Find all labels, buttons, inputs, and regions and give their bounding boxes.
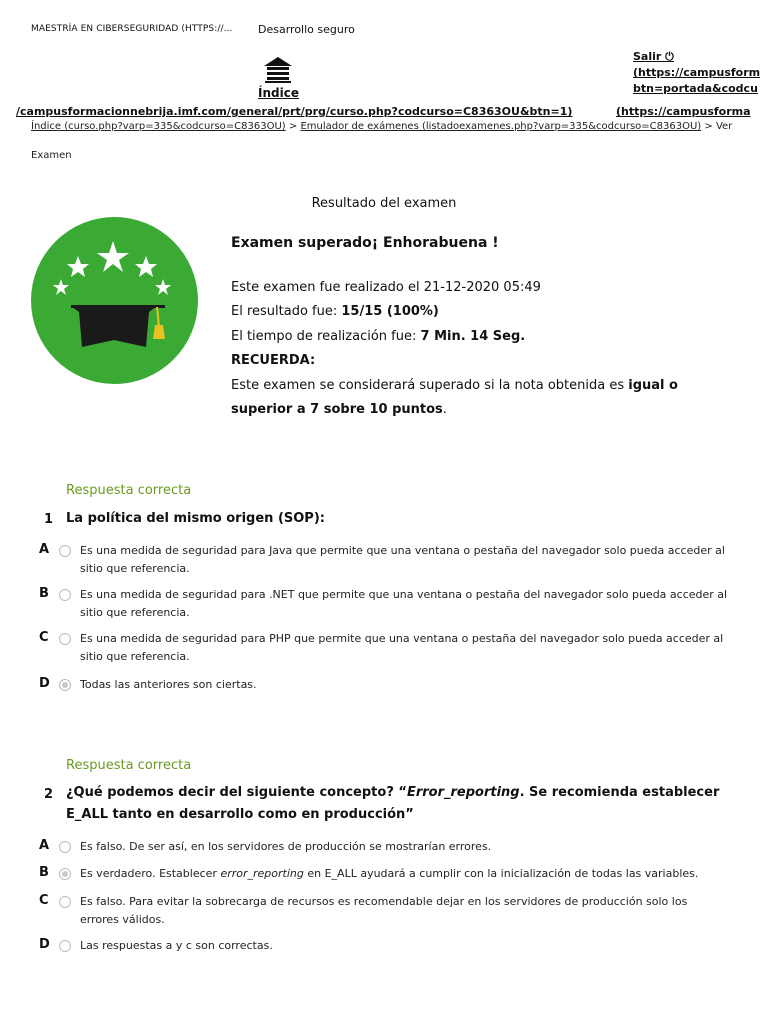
option-letter: C [39, 893, 49, 908]
logout-url-2[interactable]: btn=portada&codcu [633, 82, 758, 95]
breadcrumb-index[interactable]: Índice (curso.php?varp=335&codcurso=C8363OU) [31, 121, 286, 132]
exam-date: Este examen fue realizado el 21-12-2020 05:49 [231, 280, 541, 295]
option-letter: C [39, 630, 49, 645]
option-letter: D [39, 937, 50, 952]
question-2-status: Respuesta correcta [66, 758, 192, 773]
question-2-option-a[interactable] [39, 838, 729, 856]
radio-button[interactable] [59, 633, 71, 645]
breadcrumb-separator-2: > Ver [701, 121, 733, 132]
option-letter: B [39, 586, 49, 601]
breadcrumb-separator: > [285, 121, 301, 132]
home-link[interactable] [258, 56, 298, 100]
score-label: El resultado fue: [231, 304, 342, 320]
option-text: Es una medida de seguridad para PHP que permite que una ventana o pestaña del navegador solo pueda acceder al sitio que referencia. [80, 632, 724, 663]
question-2-option-c[interactable] [39, 893, 729, 928]
option-letter: B [39, 865, 49, 880]
option-letter: A [39, 542, 50, 557]
result-info [231, 276, 701, 422]
result-title: Resultado del examen [311, 196, 457, 211]
question-2-option-b[interactable] [39, 865, 729, 883]
question-2-number: 2 [44, 787, 54, 802]
score-value: 15/15 (100%) [341, 304, 439, 320]
breadcrumb-emulator[interactable]: Emulador de exámenes (listadoexamenes.php?varp=335&codcurso=C8363OU) [300, 121, 702, 132]
remember-label: RECUERDA: [231, 353, 316, 369]
question-2-text-italic: Error_reporting [406, 785, 520, 800]
home-url-2[interactable]: (https://campusforma [616, 105, 751, 118]
score-line [231, 300, 701, 324]
radio-button[interactable] [59, 545, 71, 557]
pass-rule-bold: igual o superior a 7 sobre 10 puntos [231, 377, 678, 418]
logout-link[interactable] [633, 49, 760, 97]
question-1-text: La política del mismo origen (SOP): [66, 511, 325, 526]
breadcrumb-current: Examen [31, 150, 72, 161]
question-2-text-prefix: ¿Qué podemos decir del siguiente concepto? “ [66, 785, 407, 800]
question-2-option-d[interactable] [39, 937, 729, 955]
question-1-status: Respuesta correcta [66, 483, 192, 498]
option-text: Todas las anteriores son ciertas. [80, 678, 257, 691]
radio-button-selected[interactable] [59, 868, 71, 880]
option-text: Es una medida de seguridad para .NET que permite que una ventana o pestaña del navegador solo pueda acceder al sitio que referencia. [80, 588, 728, 619]
course-link[interactable]: MAESTRÍA EN CIBERSEGURIDAD (HTTPS://... [31, 24, 233, 34]
option-text: Las respuestas a y c son correctas. [80, 939, 273, 952]
option-letter: A [39, 838, 50, 853]
question-1-option-b[interactable] [39, 586, 729, 621]
radio-button[interactable] [59, 841, 71, 853]
home-label[interactable]: Índice [258, 86, 299, 100]
option-letter: D [39, 676, 50, 691]
question-1-option-c[interactable] [39, 630, 729, 665]
option-text [80, 865, 729, 883]
logout-label[interactable]: Salir ⏻ [633, 50, 674, 63]
question-2-text [66, 782, 726, 826]
option-text-suffix: en E_ALL ayudará a cumplir con la inicialización de todas las variables. [303, 867, 699, 880]
pass-message: Examen superado¡ Enhorabuena ! [231, 235, 499, 251]
option-text: Es una medida de seguridad para Java que permite que una ventana o pestaña del navegador solo pueda acceder al sitio que referencia. [80, 544, 725, 575]
home-url[interactable]: /campusformacionnebrija.imf.com/general/prt/prg/curso.php?codcurso=C8363OU&btn=1) [16, 105, 573, 118]
breadcrumb [31, 121, 732, 132]
option-text: Es falso. De ser así, en los servidores de producción se mostrarían errores. [80, 840, 492, 853]
graduation-badge-icon [31, 217, 198, 384]
pass-rule [231, 374, 701, 423]
pass-rule-prefix: Este examen se considerará superado si la nota obtenida es [231, 377, 629, 393]
option-text-prefix: Es verdadero. Establecer [80, 867, 221, 880]
question-1-option-d[interactable] [39, 676, 729, 694]
course-subtitle: Desarrollo seguro [258, 23, 355, 36]
radio-button-selected[interactable] [59, 679, 71, 691]
option-text: Es falso. Para evitar la sobrecarga de recursos es recomendable dejar en los servidores de producción solo los errores válidos. [80, 895, 688, 926]
question-1-number: 1 [44, 512, 54, 527]
question-1-option-a[interactable] [39, 542, 729, 577]
time-label: El tiempo de realización fue: [231, 328, 421, 344]
option-text-italic: error_reporting [220, 867, 304, 880]
time-value: 7 Min. 14 Seg. [420, 328, 526, 344]
pass-rule-suffix: . [442, 402, 447, 418]
time-line [231, 325, 701, 349]
question-2-text-suffix: . Se recomienda establecer E_ALL tanto en desarrollo como en producción” [66, 785, 720, 822]
radio-button[interactable] [59, 896, 71, 908]
radio-button[interactable] [59, 940, 71, 952]
radio-button[interactable] [59, 589, 71, 601]
logout-url-1[interactable]: (https://campusform [633, 66, 761, 79]
home-icon [263, 56, 293, 84]
